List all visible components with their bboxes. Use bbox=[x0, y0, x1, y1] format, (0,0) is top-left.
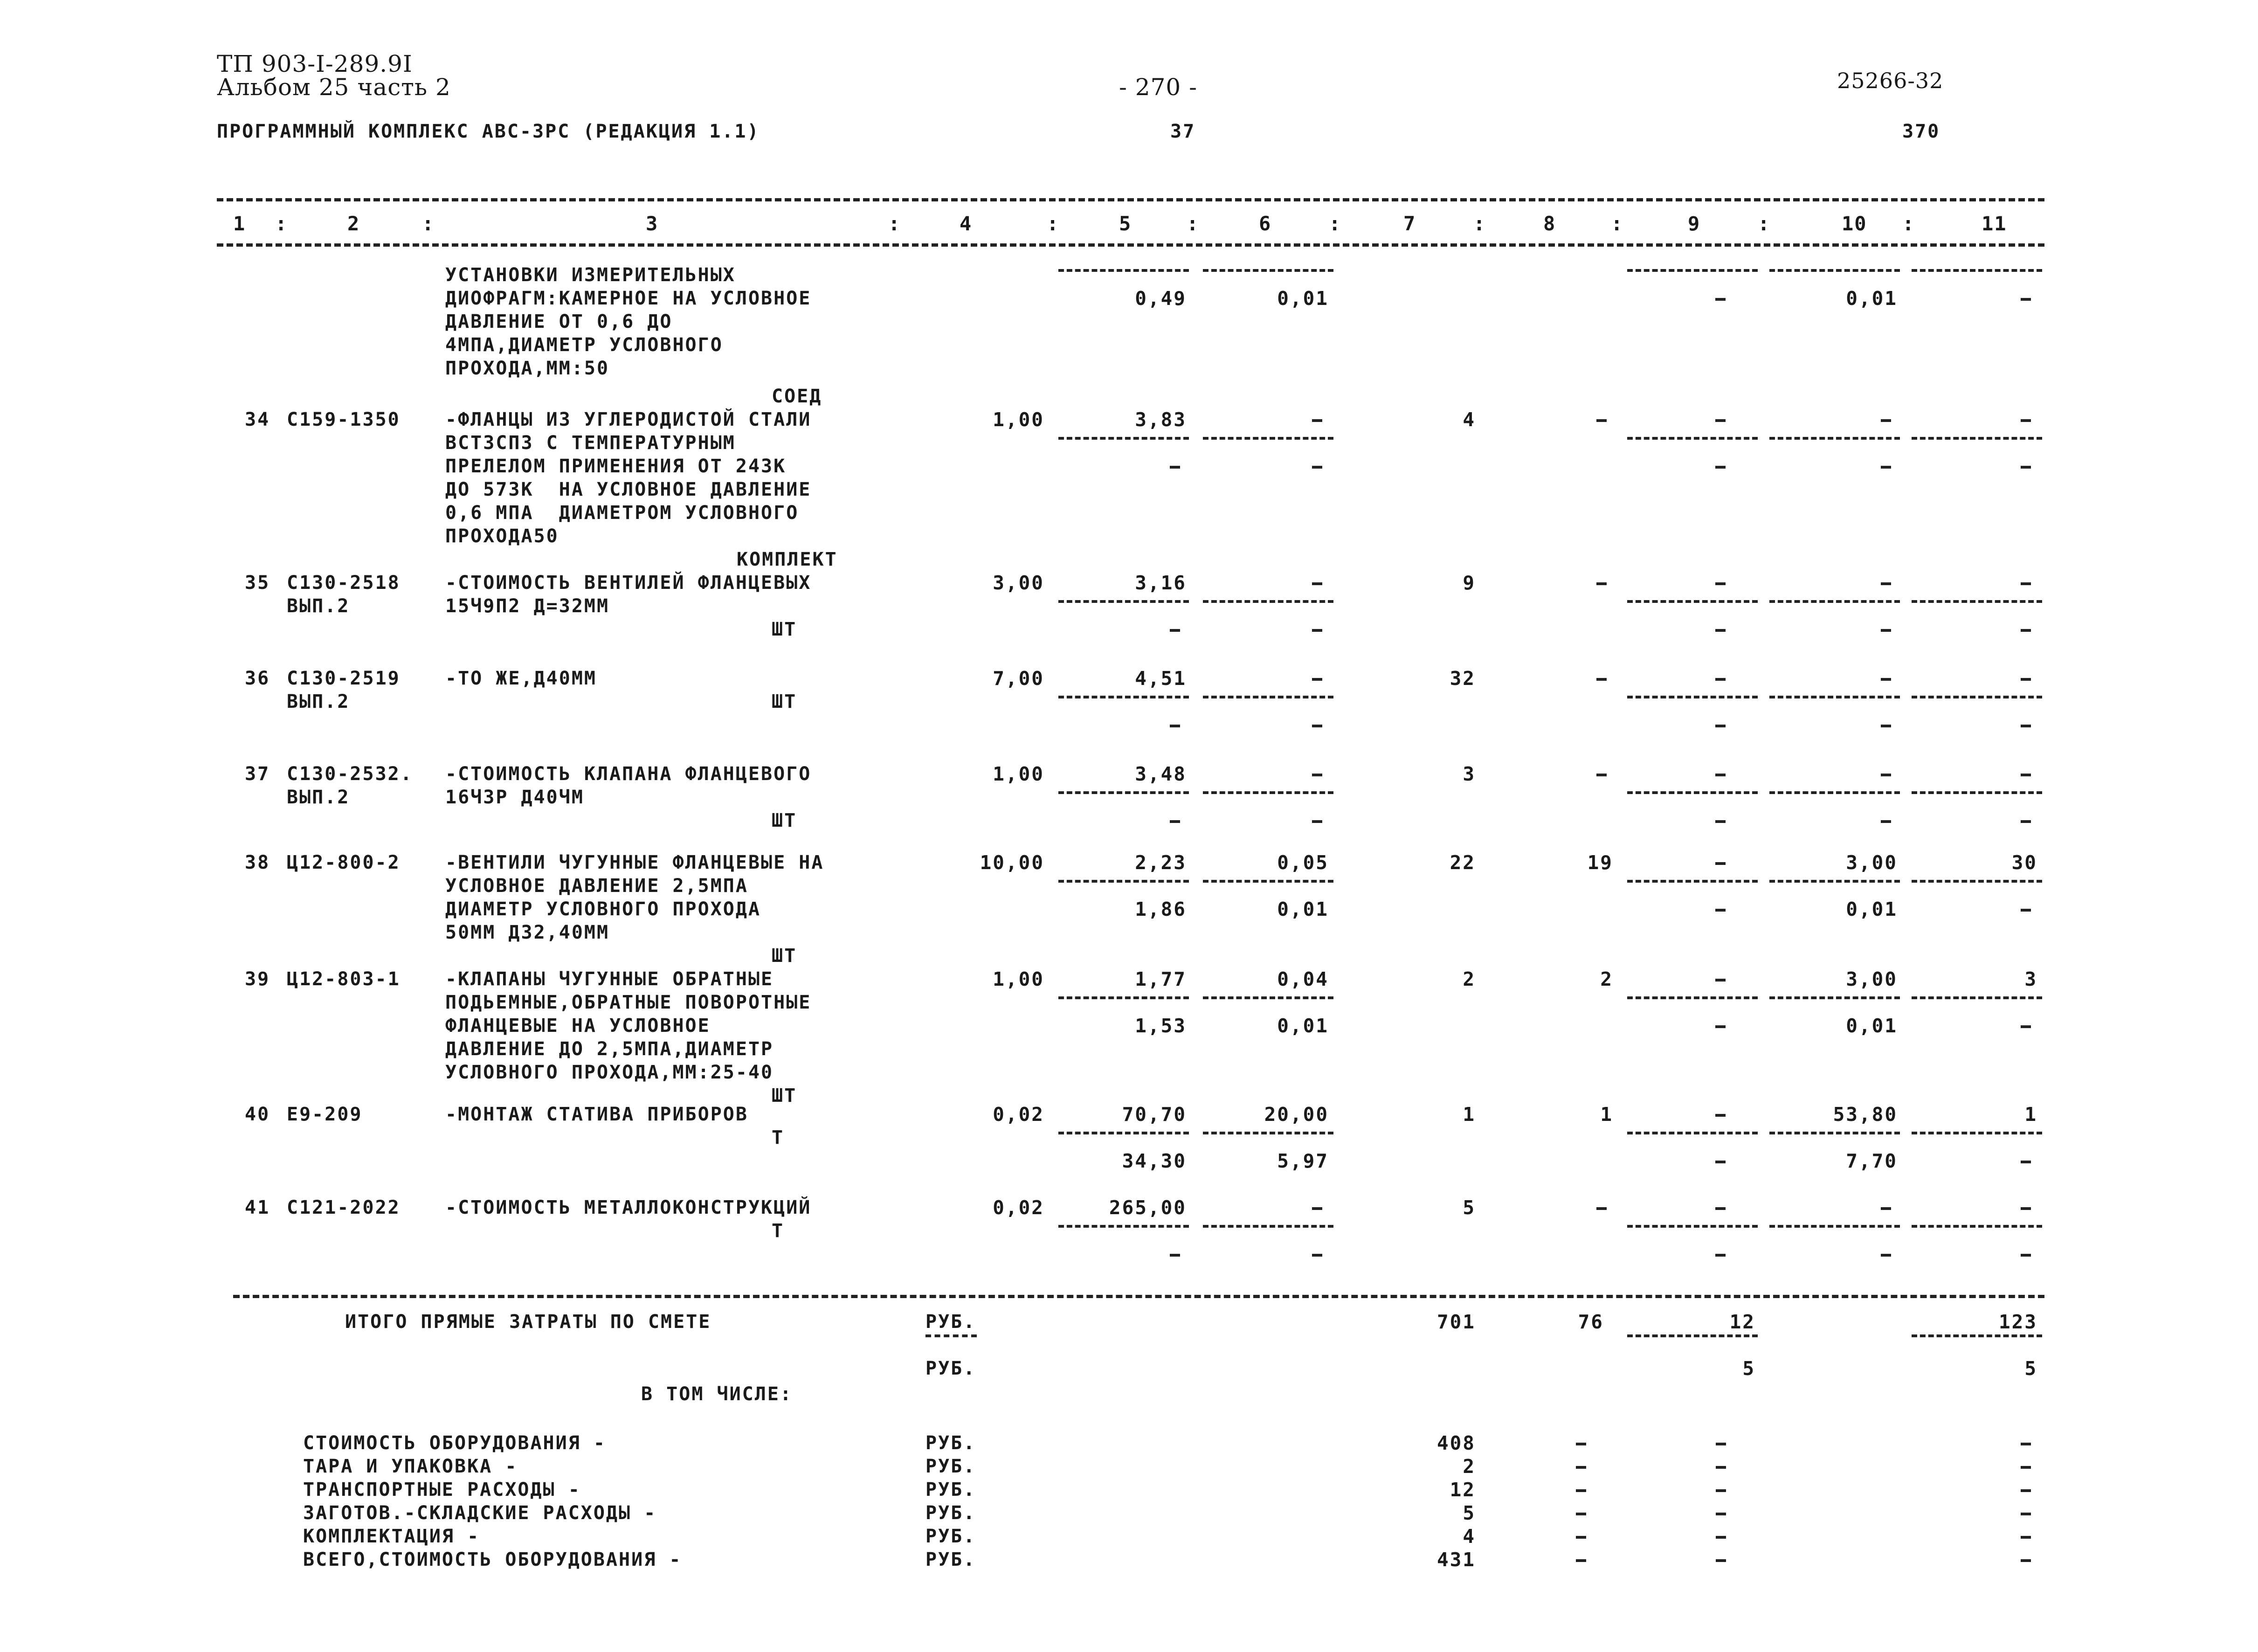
breakdown-c8-dash bbox=[1576, 1443, 1586, 1445]
cell-c11-dash bbox=[2021, 774, 2031, 776]
cell-c7: 2 bbox=[1463, 968, 1476, 990]
breakdown-col7: 408 bbox=[1436, 1432, 1476, 1454]
row-unit: ШТ bbox=[772, 810, 797, 831]
cell-c6: 20,00 bbox=[1264, 1103, 1329, 1126]
cell-c5-subrule bbox=[1058, 696, 1189, 698]
cell-c10-dash bbox=[1881, 678, 1891, 681]
cell-c6b: 0,01 bbox=[1277, 898, 1329, 920]
row-description-line: ПОДЬЕМНЫЕ,ОБРАТНЫЕ ПОВОРОТНЫЕ bbox=[445, 992, 812, 1013]
row-description-line: 50ММ Д32,40ММ bbox=[445, 922, 610, 943]
cell-qty: 10,00 bbox=[980, 851, 1044, 874]
cell-c9b-dash bbox=[1715, 1161, 1726, 1163]
cell-c10-subrule bbox=[1769, 880, 1900, 883]
breakdown-c9-dash bbox=[1716, 1559, 1726, 1562]
cell-c9-subrule bbox=[1627, 791, 1758, 794]
cell-c6-subrule bbox=[1203, 1225, 1333, 1228]
column-separator: : bbox=[1758, 212, 1771, 235]
cell-c9-subrule bbox=[1627, 1132, 1758, 1134]
totals-col11b: 5 bbox=[2024, 1357, 2037, 1380]
breakdown-c8-dash bbox=[1576, 1559, 1586, 1562]
cell-c8-dash bbox=[1596, 774, 1607, 776]
cell-c9-dash bbox=[1715, 862, 1726, 865]
cell-c9b-dash bbox=[1715, 298, 1726, 301]
row-description-line: ВСТ3СП3 С ТЕМПЕРАТУРНЫМ bbox=[445, 432, 736, 454]
breakdown-c9-dash bbox=[1716, 1466, 1726, 1469]
cell-c10b: 0,01 bbox=[1846, 1015, 1898, 1037]
cell-c10-subrule bbox=[1769, 996, 1900, 999]
column-separator: : bbox=[888, 212, 901, 235]
cell-c7: 4 bbox=[1463, 408, 1476, 431]
row-code: С130-2532. bbox=[287, 763, 413, 785]
cell-c11-subrule bbox=[1912, 437, 2042, 440]
including-label: В ТОМ ЧИСЛЕ: bbox=[641, 1383, 793, 1405]
sheet-number: 37 bbox=[1170, 121, 1196, 142]
cell-c5-subrule bbox=[1058, 437, 1189, 440]
row-description-line: УСТАНОВКИ ИЗМЕРИТЕЛЬНЫХ bbox=[445, 264, 736, 286]
cell-qty: 1,00 bbox=[993, 968, 1044, 990]
cell-c11-subrule bbox=[1912, 791, 2042, 794]
totals-col9: 12 bbox=[1729, 1311, 1755, 1333]
cell-c5-subrule bbox=[1058, 269, 1189, 272]
cell-c11-dash bbox=[2021, 419, 2031, 422]
cell-c9b-dash bbox=[1715, 1025, 1726, 1028]
row-code-issue: ВЫП.2 bbox=[287, 787, 350, 808]
column-separator: : bbox=[1473, 212, 1486, 235]
cell-c5b: 1,86 bbox=[1135, 898, 1187, 920]
cell-c7: 32 bbox=[1450, 667, 1476, 690]
breakdown-unit: РУБ. bbox=[925, 1526, 976, 1547]
row-description-line: ПРЕЛЕЛОМ ПРИМЕНЕНИЯ ОТ 243К bbox=[445, 456, 787, 477]
reference-number: 25266-32 bbox=[1837, 68, 1944, 93]
row-code: Е9-209 bbox=[287, 1104, 363, 1125]
cell-qty: 1,00 bbox=[993, 408, 1044, 431]
breakdown-c11-dash bbox=[2021, 1559, 2031, 1562]
cell-c10b-dash bbox=[1881, 725, 1891, 727]
row-unit: ШТ bbox=[772, 1085, 797, 1106]
column-header-4: 4 bbox=[960, 212, 973, 235]
cell-c7: 5 bbox=[1463, 1196, 1476, 1219]
cell-c11: 30 bbox=[2011, 851, 2037, 874]
cell-c7: 1 bbox=[1463, 1103, 1476, 1126]
totals-col11: 123 bbox=[1998, 1311, 2037, 1333]
cell-c11-subrule bbox=[1912, 1225, 2042, 1228]
row-unit: Т bbox=[772, 1220, 785, 1242]
row-code: Ц12-800-2 bbox=[287, 852, 401, 873]
column-header-1: 1 bbox=[233, 212, 246, 235]
row-code-issue: ВЫП.2 bbox=[287, 595, 350, 617]
row-number: 39 bbox=[245, 968, 270, 990]
column-separator: : bbox=[1611, 212, 1624, 235]
cell-c9-dash bbox=[1715, 582, 1726, 585]
cell-c10b-dash bbox=[1881, 1254, 1891, 1257]
cell-c6-dash bbox=[1312, 774, 1322, 776]
cell-c6b: 0,01 bbox=[1277, 1015, 1329, 1037]
column-header-3: 3 bbox=[646, 212, 659, 235]
breakdown-label: СТОИМОСТЬ ОБОРУДОВАНИЯ - bbox=[303, 1432, 606, 1454]
cell-qty: 1,00 bbox=[993, 763, 1044, 785]
cell-c11-subrule bbox=[1912, 269, 2042, 272]
cell-c5: 1,77 bbox=[1135, 968, 1187, 990]
row-code: С130-2518 bbox=[287, 572, 401, 594]
row-description-line: -КЛАПАНЫ ЧУГУННЫЕ ОБРАТНЫЕ bbox=[445, 968, 774, 990]
row-description-line: -ТО ЖЕ,Д40ММ bbox=[445, 668, 597, 689]
cell-c11-dash bbox=[2021, 582, 2031, 585]
cell-c7: 22 bbox=[1450, 851, 1476, 874]
cell-c7: 9 bbox=[1463, 572, 1476, 594]
breakdown-label: ТРАНСПОРТНЫЕ РАСХОДЫ - bbox=[303, 1479, 581, 1500]
cell-c10-subrule bbox=[1769, 600, 1900, 603]
row-description-line: -СТОИМОСТЬ КЛАПАНА ФЛАНЦЕВОГО bbox=[445, 763, 812, 785]
breakdown-c8-dash bbox=[1576, 1536, 1586, 1539]
breakdown-label: ЗАГОТОВ.-СКЛАДСКИЕ РАСХОДЫ - bbox=[303, 1502, 657, 1524]
row-number: 36 bbox=[245, 668, 270, 689]
totals-top-rule bbox=[233, 1295, 2044, 1298]
cell-c10-dash bbox=[1881, 582, 1891, 585]
table-top-rule bbox=[217, 198, 2044, 201]
cell-c9-dash bbox=[1715, 1114, 1726, 1117]
breakdown-c9-dash bbox=[1716, 1489, 1726, 1492]
row-description-line: УСЛОВНОГО ПРОХОДА,ММ:25-40 bbox=[445, 1062, 774, 1083]
cell-c11b-dash bbox=[2021, 629, 2031, 632]
breakdown-label: ВСЕГО,СТОИМОСТЬ ОБОРУДОВАНИЯ - bbox=[303, 1549, 682, 1570]
cell-qty: 0,02 bbox=[993, 1103, 1044, 1126]
row-description-line: -СТОИМОСТЬ МЕТАЛЛОКОНСТРУКЦИЙ bbox=[445, 1197, 812, 1218]
cell-c9-subrule bbox=[1627, 880, 1758, 883]
row-unit: ШТ bbox=[772, 691, 797, 712]
row-number: 38 bbox=[245, 852, 270, 873]
breakdown-c9-dash bbox=[1716, 1443, 1726, 1445]
cell-c9-subrule bbox=[1627, 1225, 1758, 1228]
cell-c9-dash bbox=[1715, 419, 1726, 422]
cell-c5-subrule bbox=[1058, 600, 1189, 603]
breakdown-c8-dash bbox=[1576, 1489, 1586, 1492]
cell-c11b-dash bbox=[2021, 466, 2031, 469]
breakdown-col7: 12 bbox=[1450, 1479, 1476, 1501]
totals-col8: 76 bbox=[1578, 1311, 1604, 1333]
cell-c6-subrule bbox=[1203, 880, 1333, 883]
cell-c5-subrule bbox=[1058, 1225, 1189, 1228]
cell-c5b: 0,49 bbox=[1135, 287, 1187, 310]
breakdown-unit: РУБ. bbox=[925, 1549, 976, 1570]
row-code: С121-2022 bbox=[287, 1197, 401, 1218]
cell-c8-dash bbox=[1596, 419, 1607, 422]
cell-c5: 3,16 bbox=[1135, 572, 1187, 594]
cell-c11-subrule bbox=[1912, 696, 2042, 698]
column-header-8: 8 bbox=[1543, 212, 1556, 235]
cell-c6b-dash bbox=[1312, 820, 1322, 823]
cell-c6-subrule bbox=[1203, 269, 1333, 272]
column-separator: : bbox=[275, 212, 288, 235]
cell-c5b-dash bbox=[1170, 466, 1180, 469]
cell-c10-dash bbox=[1881, 774, 1891, 776]
cell-c6b-dash bbox=[1312, 1254, 1322, 1257]
row-code: Ц12-803-1 bbox=[287, 968, 401, 990]
cell-c10-subrule bbox=[1769, 791, 1900, 794]
cell-c9-subrule bbox=[1627, 600, 1758, 603]
cell-c9b-dash bbox=[1715, 909, 1726, 912]
cell-c6-subrule bbox=[1203, 996, 1333, 999]
row-code-issue: ВЫП.2 bbox=[287, 691, 350, 712]
cell-c6b-dash bbox=[1312, 629, 1322, 632]
cell-c10-subrule bbox=[1769, 437, 1900, 440]
cell-c8-dash bbox=[1596, 582, 1607, 585]
cell-c11-subrule bbox=[1912, 1132, 2042, 1134]
cell-c6-subrule bbox=[1203, 437, 1333, 440]
table-header-rule bbox=[217, 243, 2044, 247]
cell-c9-dash bbox=[1715, 1207, 1726, 1210]
cell-c9b-dash bbox=[1715, 820, 1726, 823]
column-header-5: 5 bbox=[1119, 212, 1132, 235]
cell-c9-subrule bbox=[1627, 996, 1758, 999]
column-header-2: 2 bbox=[347, 212, 360, 235]
cell-c11-subrule bbox=[1912, 600, 2042, 603]
cell-c11-subrule bbox=[1912, 880, 2042, 883]
cell-c6-subrule bbox=[1203, 600, 1333, 603]
breakdown-label: КОМПЛЕКТАЦИЯ - bbox=[303, 1526, 480, 1547]
totals-col9-rule bbox=[1627, 1334, 1758, 1337]
cell-c9b-dash bbox=[1715, 466, 1726, 469]
totals-label: ИТОГО ПРЯМЫЕ ЗАТРАТЫ ПО СМЕТЕ bbox=[345, 1311, 711, 1333]
cell-qty: 7,00 bbox=[993, 667, 1044, 690]
cell-c5: 2,23 bbox=[1135, 851, 1187, 874]
column-separator: : bbox=[422, 212, 435, 235]
cell-c7: 3 bbox=[1463, 763, 1476, 785]
breakdown-label: ТАРА И УПАКОВКА - bbox=[303, 1456, 518, 1477]
cell-c6-dash bbox=[1312, 582, 1322, 585]
breakdown-c11-dash bbox=[2021, 1489, 2031, 1492]
row-description-line: -МОНТАЖ СТАТИВА ПРИБОРОВ bbox=[445, 1104, 748, 1125]
row-number: 34 bbox=[245, 409, 270, 430]
cell-c5b-dash bbox=[1170, 629, 1180, 632]
row-code: С159-1350 bbox=[287, 409, 401, 430]
cell-c11-dash bbox=[2021, 678, 2031, 681]
breakdown-c8-dash bbox=[1576, 1513, 1586, 1515]
row-description-line: ПРОХОДА50 bbox=[445, 525, 559, 547]
row-description-line: 15Ч9П2 Д=32ММ bbox=[445, 595, 610, 617]
row-number: 41 bbox=[245, 1197, 270, 1218]
cell-c10b: 7,70 bbox=[1846, 1150, 1898, 1172]
breakdown-col7: 2 bbox=[1463, 1455, 1476, 1478]
cell-qty: 0,02 bbox=[993, 1196, 1044, 1219]
cell-c5: 265,00 bbox=[1109, 1196, 1187, 1219]
cell-c8-dash bbox=[1596, 678, 1607, 681]
cell-c10-subrule bbox=[1769, 269, 1900, 272]
column-separator: : bbox=[1047, 212, 1060, 235]
row-code: С130-2519 bbox=[287, 668, 401, 689]
breakdown-col7: 5 bbox=[1463, 1502, 1476, 1524]
cell-c11-dash bbox=[2021, 1207, 2031, 1210]
breakdown-c9-dash bbox=[1716, 1513, 1726, 1515]
cell-c9-subrule bbox=[1627, 269, 1758, 272]
cell-c10-dash bbox=[1881, 419, 1891, 422]
cell-c5b: 1,53 bbox=[1135, 1015, 1187, 1037]
cell-c6-subrule bbox=[1203, 696, 1333, 698]
row-description-line: 4МПА,ДИАМЕТР УСЛОВНОГО bbox=[445, 334, 723, 356]
cell-c6b: 5,97 bbox=[1277, 1150, 1329, 1172]
cell-c9b-dash bbox=[1715, 1254, 1726, 1257]
cell-c10-dash bbox=[1881, 1207, 1891, 1210]
cell-c5: 3,48 bbox=[1135, 763, 1187, 785]
cell-c11b-dash bbox=[2021, 1161, 2031, 1163]
cell-c9-subrule bbox=[1627, 696, 1758, 698]
cell-c6-dash bbox=[1312, 678, 1322, 681]
cell-c9b-dash bbox=[1715, 629, 1726, 632]
row-description-line: ДИАМЕТР УСЛОВНОГО ПРОХОДА bbox=[445, 899, 761, 920]
cell-c11b-dash bbox=[2021, 1025, 2031, 1028]
breakdown-c11-dash bbox=[2021, 1466, 2031, 1469]
row-description-line: ДО 573К НА УСЛОВНОЕ ДАВЛЕНИЕ bbox=[445, 479, 812, 500]
program-title: ПРОГРАММНЫЙ КОМПЛЕКС АВС-3РС (РЕДАКЦИЯ 1.1) bbox=[217, 121, 760, 142]
column-separator: : bbox=[1187, 212, 1200, 235]
row-description-line: ДАВЛЕНИЕ ДО 2,5МПА,ДИАМЕТР bbox=[445, 1038, 774, 1060]
totals-unit: РУБ. bbox=[925, 1311, 976, 1333]
breakdown-c11-dash bbox=[2021, 1443, 2031, 1445]
totals-col11-rule bbox=[1912, 1334, 2042, 1337]
column-header-6: 6 bbox=[1259, 212, 1272, 235]
cell-c11b-dash bbox=[2021, 820, 2031, 823]
cell-c6b-dash bbox=[1312, 725, 1322, 727]
cell-c10b: 0,01 bbox=[1846, 287, 1898, 310]
cell-c8: 1 bbox=[1600, 1103, 1613, 1126]
cell-c10b: 0,01 bbox=[1846, 898, 1898, 920]
cell-c11-subrule bbox=[1912, 996, 2042, 999]
breakdown-col7: 4 bbox=[1463, 1525, 1476, 1548]
cell-c10b-dash bbox=[1881, 466, 1891, 469]
breakdown-unit: РУБ. bbox=[925, 1479, 976, 1500]
column-separator: : bbox=[1329, 212, 1342, 235]
totals-col9b: 5 bbox=[1742, 1357, 1755, 1380]
cell-c10-subrule bbox=[1769, 1225, 1900, 1228]
breakdown-unit: РУБ. bbox=[925, 1456, 976, 1477]
cell-c5-subrule bbox=[1058, 880, 1189, 883]
cell-c11: 1 bbox=[2024, 1103, 2037, 1126]
cell-c5-subrule bbox=[1058, 791, 1189, 794]
cell-c5b-dash bbox=[1170, 820, 1180, 823]
cell-c5b: 34,30 bbox=[1122, 1150, 1187, 1172]
row-description-line: ПРОХОДА,ММ:50 bbox=[445, 358, 610, 379]
totals-unit-rule bbox=[925, 1334, 977, 1337]
row-description-line: 16Ч3Р Д40ЧМ bbox=[445, 787, 584, 808]
cell-c5: 70,70 bbox=[1122, 1103, 1187, 1126]
column-header-9: 9 bbox=[1688, 212, 1701, 235]
cell-qty: 3,00 bbox=[993, 572, 1044, 594]
cell-c10: 3,00 bbox=[1846, 968, 1898, 990]
totals-col7: 701 bbox=[1436, 1311, 1476, 1333]
cell-c10b-dash bbox=[1881, 629, 1891, 632]
column-separator: : bbox=[1902, 212, 1915, 235]
row-unit-prev: СОЕД bbox=[772, 386, 822, 407]
cell-c11b-dash bbox=[2021, 725, 2031, 727]
row-description-line: -СТОИМОСТЬ ВЕНТИЛЕЙ ФЛАНЦЕВЫХ bbox=[445, 572, 812, 594]
row-unit: ШТ bbox=[772, 619, 797, 640]
cell-c6b: 0,01 bbox=[1277, 287, 1329, 310]
page-number: - 270 - bbox=[1119, 74, 1198, 101]
cell-c9-dash bbox=[1715, 979, 1726, 982]
breakdown-col7: 431 bbox=[1436, 1548, 1476, 1571]
row-description-line: ДИОФРАГМ:КАМЕРНОЕ НА УСЛОВНОЕ bbox=[445, 288, 812, 309]
row-description-line: -ВЕНТИЛИ ЧУГУННЫЕ ФЛАНЦЕВЫЕ НА bbox=[445, 852, 824, 873]
cell-c6-dash bbox=[1312, 419, 1322, 422]
cell-c6: 0,05 bbox=[1277, 851, 1329, 874]
cell-c6: 0,04 bbox=[1277, 968, 1329, 990]
column-header-10: 10 bbox=[1842, 212, 1867, 235]
row-unit: Т bbox=[772, 1127, 785, 1148]
album-label: Альбом 25 часть 2 bbox=[217, 74, 451, 101]
cell-c9-subrule bbox=[1627, 437, 1758, 440]
cell-c10b-dash bbox=[1881, 820, 1891, 823]
row-unit: КОМПЛЕКТ bbox=[737, 549, 838, 570]
breakdown-c11-dash bbox=[2021, 1536, 2031, 1539]
breakdown-c8-dash bbox=[1576, 1466, 1586, 1469]
cell-c11: 3 bbox=[2024, 968, 2037, 990]
sheet-total: 370 bbox=[1902, 121, 1940, 142]
cell-c10: 53,80 bbox=[1833, 1103, 1898, 1126]
doc-code: ТП 903-I-289.9I bbox=[217, 50, 413, 77]
breakdown-c11-dash bbox=[2021, 1513, 2031, 1515]
cell-c6b-dash bbox=[1312, 466, 1322, 469]
row-number: 40 bbox=[245, 1104, 270, 1125]
cell-c5-subrule bbox=[1058, 996, 1189, 999]
cell-c9-dash bbox=[1715, 678, 1726, 681]
row-number: 35 bbox=[245, 572, 270, 594]
row-description-line: ДАВЛЕНИЕ ОТ 0,6 ДО bbox=[445, 311, 673, 332]
cell-c6-subrule bbox=[1203, 1132, 1333, 1134]
cell-c11b-dash bbox=[2021, 298, 2031, 301]
cell-c10: 3,00 bbox=[1846, 851, 1898, 874]
cell-c10-subrule bbox=[1769, 1132, 1900, 1134]
row-number: 37 bbox=[245, 763, 270, 785]
row-unit: ШТ bbox=[772, 945, 797, 967]
cell-c8: 19 bbox=[1587, 851, 1613, 874]
breakdown-unit: РУБ. bbox=[925, 1432, 976, 1454]
cell-c5b-dash bbox=[1170, 725, 1180, 727]
cell-c8-dash bbox=[1596, 1207, 1607, 1210]
cell-c5b-dash bbox=[1170, 1254, 1180, 1257]
breakdown-c9-dash bbox=[1716, 1536, 1726, 1539]
cell-c5-subrule bbox=[1058, 1132, 1189, 1134]
cell-c8: 2 bbox=[1600, 968, 1613, 990]
row-description-line: -ФЛАНЦЫ ИЗ УГЛЕРОДИСТОЙ СТАЛИ bbox=[445, 409, 812, 430]
cell-c9-dash bbox=[1715, 774, 1726, 776]
cell-c6-subrule bbox=[1203, 791, 1333, 794]
cell-c5: 3,83 bbox=[1135, 408, 1187, 431]
cell-c5: 4,51 bbox=[1135, 667, 1187, 690]
cell-c6-dash bbox=[1312, 1207, 1322, 1210]
column-header-7: 7 bbox=[1403, 212, 1416, 235]
cell-c11b-dash bbox=[2021, 1254, 2031, 1257]
row-description-line: ФЛАНЦЕВЫЕ НА УСЛОВНОЕ bbox=[445, 1015, 711, 1037]
row-description-line: 0,6 МПА ДИАМЕТРОМ УСЛОВНОГО bbox=[445, 502, 799, 524]
breakdown-unit: РУБ. bbox=[925, 1502, 976, 1524]
totals-unit2: РУБ. bbox=[925, 1358, 976, 1379]
cell-c9b-dash bbox=[1715, 725, 1726, 727]
row-description-line: УСЛОВНОЕ ДАВЛЕНИЕ 2,5МПА bbox=[445, 875, 748, 897]
cell-c10-subrule bbox=[1769, 696, 1900, 698]
column-header-11: 11 bbox=[1982, 212, 2007, 235]
cell-c11b-dash bbox=[2021, 909, 2031, 912]
